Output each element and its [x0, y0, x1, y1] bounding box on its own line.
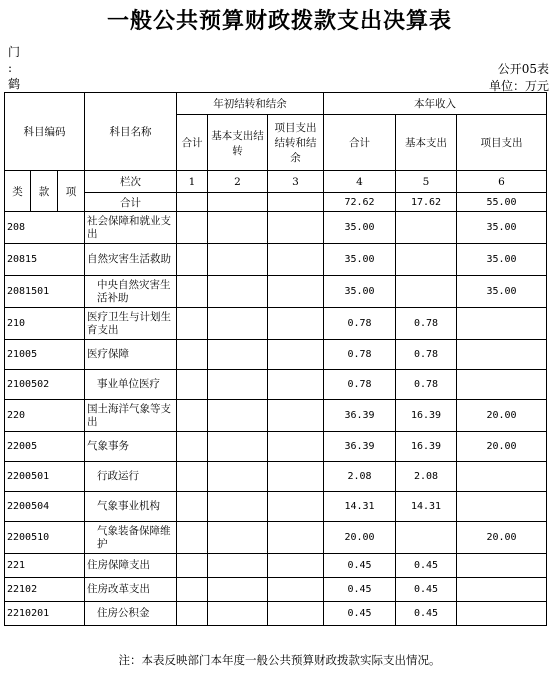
amount-cell-c1 [177, 400, 208, 432]
table-row [5, 432, 547, 462]
amount-cell-c4: 0.78 [324, 308, 396, 340]
amount-cell-c1 [177, 432, 208, 462]
table-row [5, 340, 547, 370]
amount-cell-c3 [268, 212, 324, 244]
amount-cell-c1 [177, 370, 208, 400]
expenditure-table [4, 92, 547, 626]
subject-code-cell: 21005 [5, 340, 85, 370]
amount-cell-c5 [396, 522, 457, 554]
amount-cell-c3 [268, 340, 324, 370]
amount-cell-c3 [268, 400, 324, 432]
header-carryover-project: 项目支出结转和结余 [268, 115, 324, 171]
amount-cell-c3 [268, 554, 324, 578]
subject-name-cell: 住房公积金 [85, 602, 177, 626]
amount-cell-c1 [177, 578, 208, 602]
subject-code-cell: 2081501 [5, 276, 85, 308]
header-subject-code: 科目编码 [5, 93, 85, 171]
amount-cell-c6 [457, 492, 547, 522]
amount-cell-c6 [457, 554, 547, 578]
header-carryover-group: 年初结转和结余 [177, 93, 324, 115]
amount-cell-c1 [177, 462, 208, 492]
subject-code-cell: 2210201 [5, 602, 85, 626]
amount-cell-c1 [177, 492, 208, 522]
amount-cell-c1 [177, 212, 208, 244]
amount-cell-c3 [268, 244, 324, 276]
subject-code-cell: 2200504 [5, 492, 85, 522]
amount-cell-c6: 20.00 [457, 522, 547, 554]
amount-cell-c5: 0.45 [396, 554, 457, 578]
department-label: 门 : 鹤 [8, 45, 21, 91]
amount-cell-c6 [457, 602, 547, 626]
subject-name-cell: 住房保障支出 [85, 554, 177, 578]
header-xiang: 项 [58, 171, 85, 212]
subject-code-cell: 210 [5, 308, 85, 340]
amount-cell-c4: 14.31 [324, 492, 396, 522]
amount-cell-c1 [177, 522, 208, 554]
col-num-4: 4 [324, 171, 396, 193]
table-row [5, 462, 547, 492]
amount-cell-c4: 0.78 [324, 370, 396, 400]
table-row [5, 212, 547, 244]
table-row [5, 522, 547, 554]
subject-code-cell: 220 [5, 400, 85, 432]
amount-cell-c2 [208, 400, 268, 432]
header-income-basic: 基本支出 [396, 115, 457, 171]
col-num-1: 1 [177, 171, 208, 193]
amount-cell-c3 [268, 602, 324, 626]
header-income-project: 项目支出 [457, 115, 547, 171]
amount-cell-c3 [268, 276, 324, 308]
amount-cell-c4: 35.00 [324, 276, 396, 308]
subject-name-cell: 事业单位医疗 [85, 370, 177, 400]
amount-cell-c6: 20.00 [457, 432, 547, 462]
amount-cell-c6 [457, 370, 547, 400]
col-num-3: 3 [268, 171, 324, 193]
amount-cell-c5: 0.45 [396, 578, 457, 602]
subject-name-cell: 气象事务 [85, 432, 177, 462]
subject-name-cell: 行政运行 [85, 462, 177, 492]
header-carryover-total: 合计 [177, 115, 208, 171]
subject-code-cell: 20815 [5, 244, 85, 276]
subject-code-cell: 2200510 [5, 522, 85, 554]
amount-cell-c4: 2.08 [324, 462, 396, 492]
amount-cell-c2 [208, 212, 268, 244]
table-row [5, 308, 547, 340]
amount-cell-c2 [208, 578, 268, 602]
header-lei: 类 [5, 171, 31, 212]
amount-cell-c2 [208, 340, 268, 370]
amount-cell-c6 [457, 578, 547, 602]
amount-cell-c5: 0.45 [396, 602, 457, 626]
unit-label: 单位：万元 [488, 79, 549, 93]
subject-name-cell: 国土海洋气象等支出 [85, 400, 177, 432]
subject-code-cell: 208 [5, 212, 85, 244]
subject-name-cell: 中央自然灾害生活补助 [85, 276, 177, 308]
subject-code-cell: 221 [5, 554, 85, 578]
subject-name-cell: 社会保障和就业支出 [85, 212, 177, 244]
amount-cell-c5: 14.31 [396, 492, 457, 522]
table-row [5, 578, 547, 602]
form-number: 公开05表 [497, 62, 549, 76]
subject-name-cell: 医疗保障 [85, 340, 177, 370]
table-row [5, 400, 547, 432]
amount-cell-c6 [457, 308, 547, 340]
amount-cell-c3 [268, 462, 324, 492]
sum-cell [208, 193, 268, 212]
amount-cell-c5: 16.39 [396, 400, 457, 432]
amount-cell-c5: 16.39 [396, 432, 457, 462]
header-carryover-basic: 基本支出结转 [208, 115, 268, 171]
table-row [5, 276, 547, 308]
subject-name-cell: 气象装备保障维护 [85, 522, 177, 554]
sum-label: 合计 [85, 193, 177, 212]
amount-cell-c5 [396, 276, 457, 308]
amount-cell-c5 [396, 212, 457, 244]
amount-cell-c5: 0.78 [396, 340, 457, 370]
amount-cell-c1 [177, 276, 208, 308]
header-income-group: 本年收入 [324, 93, 547, 115]
amount-cell-c2 [208, 432, 268, 462]
amount-cell-c3 [268, 492, 324, 522]
sum-cell: 17.62 [396, 193, 457, 212]
amount-cell-c6: 35.00 [457, 212, 547, 244]
subject-name-cell: 气象事业机构 [85, 492, 177, 522]
subject-code-cell: 22005 [5, 432, 85, 462]
amount-cell-c2 [208, 522, 268, 554]
table-row [5, 602, 547, 626]
amount-cell-c5: 0.78 [396, 308, 457, 340]
amount-cell-c1 [177, 554, 208, 578]
amount-cell-c3 [268, 370, 324, 400]
amount-cell-c2 [208, 492, 268, 522]
amount-cell-c2 [208, 308, 268, 340]
amount-cell-c6: 35.00 [457, 276, 547, 308]
table-row [5, 244, 547, 276]
amount-cell-c4: 35.00 [324, 212, 396, 244]
footnote: 注：本表反映部门本年度一般公共预算财政拨款实际支出情况。 [118, 653, 441, 667]
amount-cell-c3 [268, 308, 324, 340]
sum-cell: 55.00 [457, 193, 547, 212]
table-row [5, 554, 547, 578]
amount-cell-c4: 0.45 [324, 578, 396, 602]
header-kuan: 款 [31, 171, 58, 212]
subject-code-cell: 22102 [5, 578, 85, 602]
subject-code-cell: 2100502 [5, 370, 85, 400]
subject-name-cell: 住房改革支出 [85, 578, 177, 602]
subject-code-cell: 2200501 [5, 462, 85, 492]
sum-cell: 72.62 [324, 193, 396, 212]
col-num-6: 6 [457, 171, 547, 193]
amount-cell-c2 [208, 244, 268, 276]
amount-cell-c3 [268, 522, 324, 554]
amount-cell-c1 [177, 602, 208, 626]
amount-cell-c1 [177, 308, 208, 340]
amount-cell-c2 [208, 462, 268, 492]
header-subject-name: 科目名称 [85, 93, 177, 171]
amount-cell-c5 [396, 244, 457, 276]
amount-cell-c4: 20.00 [324, 522, 396, 554]
sum-cell [177, 193, 208, 212]
table-row [5, 370, 547, 400]
amount-cell-c4: 35.00 [324, 244, 396, 276]
amount-cell-c5: 2.08 [396, 462, 457, 492]
subject-name-cell: 医疗卫生与计划生育支出 [85, 308, 177, 340]
header-column-no: 栏次 [85, 171, 177, 193]
amount-cell-c6: 20.00 [457, 400, 547, 432]
amount-cell-c1 [177, 340, 208, 370]
sum-cell [268, 193, 324, 212]
header-income-total: 合计 [324, 115, 396, 171]
amount-cell-c4: 0.78 [324, 340, 396, 370]
amount-cell-c2 [208, 276, 268, 308]
col-num-5: 5 [396, 171, 457, 193]
amount-cell-c3 [268, 578, 324, 602]
report-title: 一般公共预算财政拨款支出决算表 [106, 9, 452, 34]
amount-cell-c6 [457, 340, 547, 370]
amount-cell-c1 [177, 244, 208, 276]
amount-cell-c4: 36.39 [324, 432, 396, 462]
subject-name-cell: 自然灾害生活救助 [85, 244, 177, 276]
col-num-2: 2 [208, 171, 268, 193]
amount-cell-c2 [208, 554, 268, 578]
amount-cell-c6: 35.00 [457, 244, 547, 276]
amount-cell-c4: 0.45 [324, 602, 396, 626]
table-row [5, 492, 547, 522]
amount-cell-c2 [208, 602, 268, 626]
amount-cell-c3 [268, 432, 324, 462]
amount-cell-c4: 36.39 [324, 400, 396, 432]
amount-cell-c6 [457, 462, 547, 492]
amount-cell-c5: 0.78 [396, 370, 457, 400]
amount-cell-c2 [208, 370, 268, 400]
amount-cell-c4: 0.45 [324, 554, 396, 578]
